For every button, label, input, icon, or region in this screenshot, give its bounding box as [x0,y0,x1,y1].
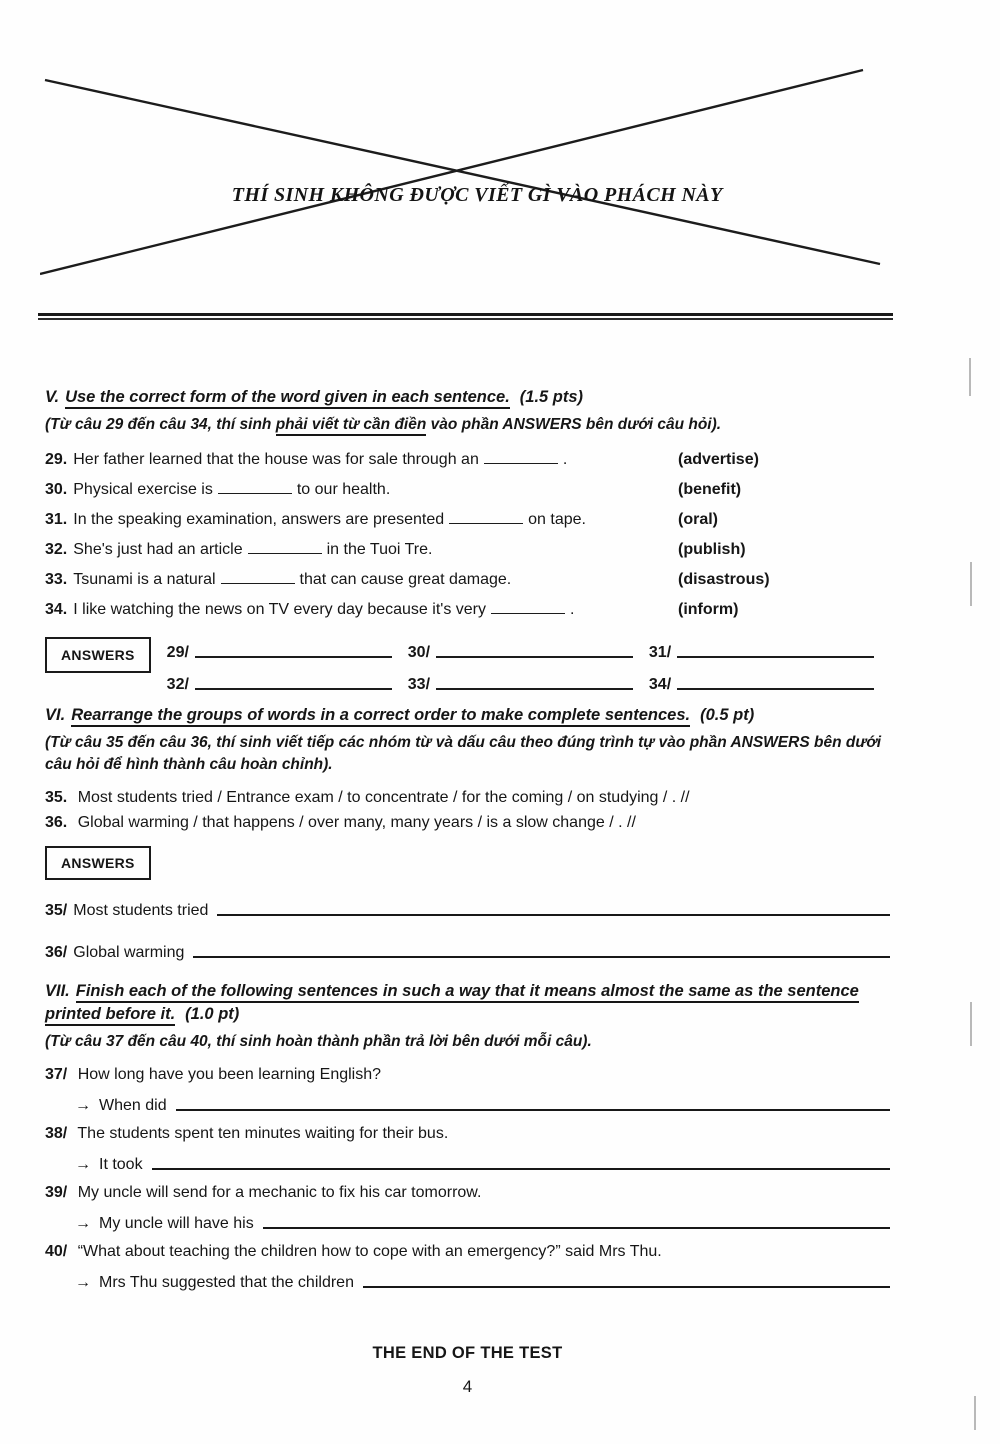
question-text: . [562,451,568,468]
question-text: in the Tuoi Tre. [326,541,433,558]
section-vi-number: VI. [45,706,66,724]
answer-line-35 [45,894,890,920]
answer-slot-33 [408,664,649,694]
answer-slot-30 [408,632,649,662]
answer-number: 35/ [45,902,68,919]
question-38 [45,1121,890,1146]
question-35 [45,785,890,810]
answer-blank [248,541,322,554]
slot-number: 31/ [648,644,672,661]
answer-line-36 [45,936,890,962]
rewrite-line-38 [45,1146,890,1174]
rewrite-line-37 [45,1087,890,1115]
word-hint: (inform) [678,601,739,618]
question-text: to our health. [296,481,391,498]
scan-artifact [970,562,972,606]
answer-slot-31 [649,632,890,662]
instruction-underlined-text: phải viết từ cần điền [276,416,427,436]
answer-stem: Global warming [73,944,185,961]
section-v-title [45,386,890,409]
question-text: that can cause great damage. [299,571,512,588]
cross-line-ascending [40,70,863,274]
section-vi-instruction: (Từ câu 35 đến câu 36, thí sinh viết tiếp các nhóm từ và dấu câu theo đúng trình tự vào phần ANSWERS bên dưới câu hỏi để hình thành câu hoàn chỉnh). [45,734,882,773]
question-number: 29. [45,451,68,468]
word-hint: (benefit) [678,481,742,498]
section-v-title-text: Use the correct form of the word given in each sentence. [65,388,510,409]
slot-number: 30/ [407,644,431,661]
slot-number: 34/ [648,676,672,693]
question-30 [45,475,890,505]
word-hint: (publish) [678,541,746,558]
scan-artifact [974,1396,976,1430]
answer-blank [491,601,565,614]
answer-write-line [436,688,633,690]
instruction-text: vào phần ANSWERS bên dưới câu hỏi). [426,416,722,433]
answer-blank [449,511,523,524]
test-content [45,386,890,1397]
question-text: How long have you been learning English? [77,1066,382,1083]
banner-warning-text: THÍ SINH KHÔNG ĐƯỢC VIẾT GÌ VÀO PHÁCH NÀY [231,184,723,206]
question-number: 33. [45,571,68,588]
rewrite-line-39 [45,1205,890,1233]
scan-artifact [969,358,971,396]
question-text: Her father learned that the house was for sale through an [73,451,479,468]
answer-write-line [195,688,392,690]
word-hint: (advertise) [678,451,759,468]
question-text: Physical exercise is [73,481,213,498]
question-text: Tsunami is a natural [73,571,216,588]
answer-write-line [363,1286,890,1288]
question-33 [45,565,890,595]
section-v-instruction [45,414,890,436]
question-number: 37/ [45,1066,68,1083]
answer-write-line [677,688,874,690]
question-text: She's just had an article [73,541,243,558]
question-31 [45,505,890,535]
arrow-icon: → [75,1215,91,1232]
answers-box-label: ANSWERS [45,846,151,880]
answer-slot-32 [167,664,408,694]
answer-write-line [193,956,890,958]
end-of-test-text: THE END OF THE TEST [372,1344,563,1362]
answer-write-line [677,656,874,658]
answers-block-vi [45,841,890,880]
instruction-text: (Từ câu 29 đến câu 34, thí sinh [45,416,276,433]
question-number: 32. [45,541,68,558]
slot-number: 33/ [407,676,431,693]
question-text: “What about teaching the children how to cope with an emergency?” said Mrs Thu. [77,1243,662,1260]
question-number: 31. [45,511,68,528]
question-number: 35. [45,789,68,806]
question-text: Most students tried / Entrance exam / to concentrate / for the coming / on studying / . // [77,789,690,806]
question-text: The students spent ten minutes waiting for their bus. [77,1125,449,1142]
arrow-icon: → [75,1274,91,1291]
rewrite-stem: It took [99,1156,143,1173]
section-v-number: V. [45,388,60,406]
scan-artifact [970,1002,972,1046]
question-text: My uncle will send for a mechanic to fix his car tomorrow. [77,1184,482,1201]
do-not-write-banner [40,66,885,278]
answer-write-line [176,1109,890,1111]
answer-write-line [152,1168,890,1170]
answer-slot-34 [649,664,890,694]
arrow-icon: → [75,1156,91,1173]
question-text: on tape. [528,511,586,528]
question-number: 39/ [45,1184,68,1201]
question-37 [45,1062,890,1087]
answer-blank [218,481,292,494]
answer-write-line [263,1227,890,1229]
question-32 [45,535,890,565]
answer-slot-grid [167,632,890,694]
answer-write-line [436,656,633,658]
section-vii-instruction: (Từ câu 37 đến câu 40, thí sinh hoàn thành phần trả lời bên dưới mỗi câu). [45,1033,592,1050]
question-text: I like watching the news on TV every day because it's very [73,601,486,618]
cross-line-descending [45,80,880,264]
word-hint: (disastrous) [678,571,770,588]
cross-lines [40,66,885,278]
question-36 [45,810,890,835]
answer-stem: Most students tried [73,902,209,919]
question-number: 40/ [45,1243,68,1260]
answer-blank [221,571,295,584]
section-vii-points: (1.0 pt) [185,1005,240,1023]
answer-slot-29 [167,632,408,662]
question-text: In the speaking examination, answers are presented [73,511,445,528]
question-40 [45,1239,890,1264]
arrow-icon: → [75,1097,91,1114]
section-v-points: (1.5 pts) [519,388,584,406]
rewrite-line-40 [45,1264,890,1292]
section-vi-title-text: Rearrange the groups of words in a correct order to make complete sentences. [71,706,690,727]
question-29 [45,445,890,475]
answer-blank [484,451,558,464]
separator-double-line [38,313,893,320]
answers-box-label: ANSWERS [45,637,151,673]
question-number: 36. [45,814,68,831]
section-vii-title-text: Finish each of the following sentences in such a way that it means almost the same as the sentence printed before it. [45,982,859,1026]
question-number: 34. [45,601,68,618]
page-number: 4 [462,1377,473,1396]
question-text: Global warming / that happens / over many, many years / is a slow change / . // [77,814,636,831]
question-text: . [570,601,575,618]
answers-block-v [45,632,890,694]
slot-number: 32/ [166,676,189,693]
section-vi-points: (0.5 pt) [700,706,755,724]
section-vii-number: VII. [45,982,70,1000]
slot-number: 29/ [166,644,189,661]
answer-write-line [217,914,890,916]
rewrite-stem: Mrs Thu suggested that the children [99,1274,354,1291]
word-hint: (oral) [678,511,718,528]
answer-number: 36/ [45,944,68,961]
question-34 [45,595,890,625]
rewrite-stem: My uncle will have his [99,1215,254,1232]
rewrite-stem: When did [99,1097,167,1114]
answer-write-line [195,656,392,658]
question-number: 38/ [45,1125,68,1142]
question-number: 30. [45,481,68,498]
section-vi-title [45,704,890,727]
question-39 [45,1180,890,1205]
section-vii-title [45,980,890,1026]
